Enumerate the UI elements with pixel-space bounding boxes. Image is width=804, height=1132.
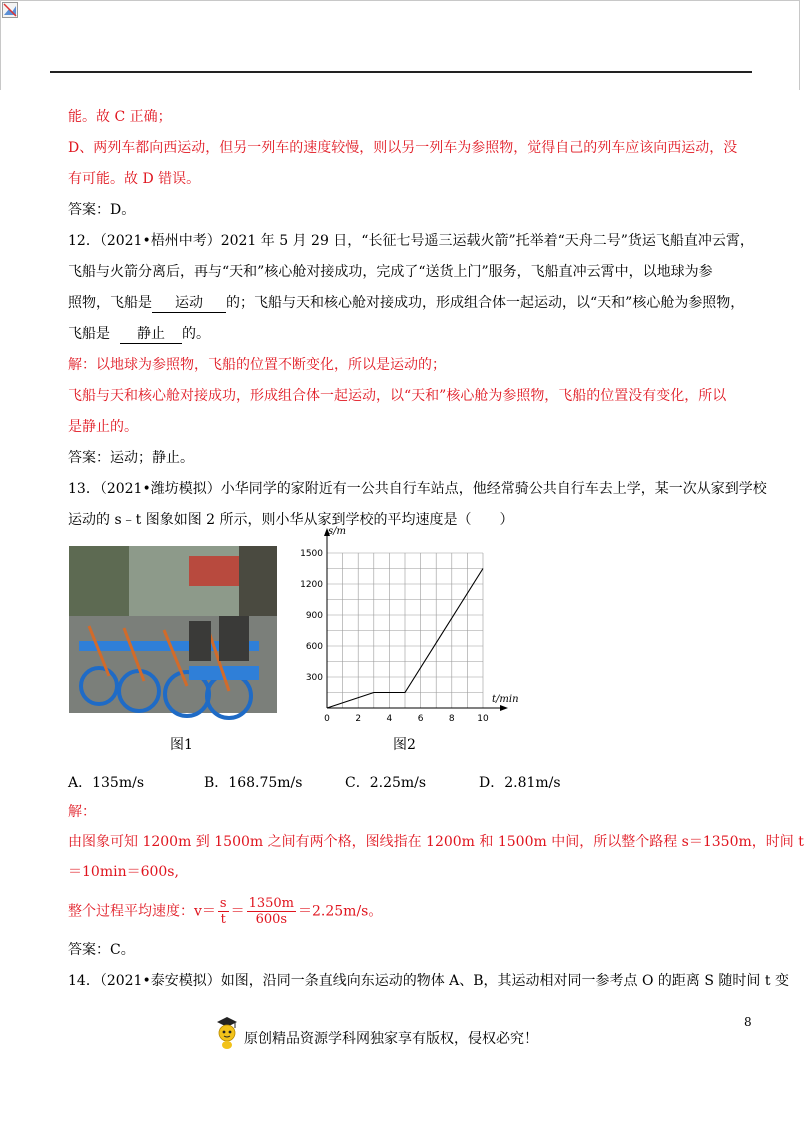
figure-2-caption: 图2 xyxy=(393,737,416,753)
broken-image-icon xyxy=(2,2,18,18)
solution-line: 由图象可知 1200m 到 1500m 之间有两个格，图线指在 1200m 和 1500m 中间，所以整个路程 s＝1350m，时间 t xyxy=(68,834,804,850)
x-tick-label: 10 xyxy=(477,714,489,724)
formula-text: 整个过程平均速度：v＝ xyxy=(68,903,216,920)
question-12-line: 12．（2021•梧州中考）2021 年 5 月 29 日，“长征七号遥三运载火箭”托举着“天舟二号”货运飞船直冲云霄， xyxy=(68,233,754,249)
question-text: 照物，飞船是 xyxy=(68,295,152,311)
solution-line: ＝10min＝600s, xyxy=(68,864,179,880)
solution-line: 解：以地球为参照物，飞船的位置不断变化，所以是运动的； xyxy=(68,357,446,373)
y-tick-label: 1500 xyxy=(300,549,323,559)
answer-line: 答案：运动；静止。 xyxy=(68,450,194,466)
answer-blank: 运动 xyxy=(152,294,226,313)
option-c: C．2.25m/s xyxy=(345,775,427,791)
graph-axes xyxy=(324,528,508,711)
fraction-denominator: t xyxy=(220,912,226,927)
solution-formula-line xyxy=(68,896,382,927)
s-t-graph xyxy=(300,522,519,727)
question-12-line xyxy=(68,325,210,344)
fraction-s-over-t xyxy=(218,896,229,927)
figure-1-caption: 图1 xyxy=(170,737,193,753)
y-tick-label: 900 xyxy=(305,611,323,621)
answer-blank: 静止 xyxy=(120,325,182,344)
x-tick-label: 4 xyxy=(386,714,393,724)
formula-text: ＝ xyxy=(230,903,245,920)
header-rule xyxy=(50,71,752,73)
page-header-border xyxy=(0,0,800,90)
fraction-numerator: 1350m xyxy=(248,896,295,911)
page-number: 8 xyxy=(744,1015,752,1029)
x-tick-label: 6 xyxy=(417,714,424,724)
answer-line: 答案：C。 xyxy=(68,942,135,958)
option-b: B．168.75m/s xyxy=(204,775,303,791)
graph-grid xyxy=(327,553,483,708)
question-13-line: 13．（2021•潍坊模拟）小华同学的家附近有一公共自行车站点，他经常骑公共自行车去上学，某一次从家到学校 xyxy=(68,481,767,497)
question-text: 飞船是 xyxy=(68,326,110,342)
x-axis-label: t/min xyxy=(492,694,519,705)
question-text: 的。 xyxy=(182,326,210,342)
solution-line: 解： xyxy=(68,804,96,820)
question-12-line: 飞船与火箭分离后，再与“天和”核心舱对接成功，完成了“送货上门”服务，飞船直冲云霄中，以地球为参 xyxy=(68,264,713,280)
graph-tick-labels xyxy=(300,549,489,724)
x-tick-label: 8 xyxy=(448,714,455,724)
y-axis-label: s/m xyxy=(328,526,346,537)
y-tick-label: 1200 xyxy=(300,580,323,590)
question-12-line xyxy=(68,294,744,313)
bicycle-station-photo xyxy=(69,546,277,713)
x-axis-arrow xyxy=(500,705,508,711)
mascot-icon xyxy=(214,1016,240,1050)
x-tick-label: 2 xyxy=(355,714,362,724)
answer-line: 答案：D。 xyxy=(68,202,136,218)
text-line: 能。故 C 正确； xyxy=(68,109,172,125)
question-text: 的；飞船与天和核心舱对接成功，形成组合体一起运动，以“天和”核心舱为参照物， xyxy=(226,295,745,311)
option-d: D．2.81m/s xyxy=(479,775,561,791)
x-tick-label: 0 xyxy=(324,714,330,724)
question-14-line: 14．（2021•泰安模拟）如图，沿同一条直线向东运动的物体 A、B，其运动相对同一参考点 O 的距离 S 随时间 t 变 xyxy=(68,973,789,989)
option-a: A．135m/s xyxy=(68,775,145,791)
solution-line: 是静止的。 xyxy=(68,419,138,435)
text-line: D、两列车都向西运动，但另一列车的速度较慢，则以另一列车为参照物，觉得自己的列车应该向西运动，没 xyxy=(68,140,738,156)
formula-text: ＝2.25m/s。 xyxy=(298,903,383,920)
y-tick-label: 300 xyxy=(305,673,323,683)
fraction-denominator: 600s xyxy=(255,912,288,927)
fraction-numerator: s xyxy=(219,896,227,911)
solution-line: 飞船与天和核心舱对接成功，形成组合体一起运动，以“天和”核心舱为参照物，飞船的位置没有变化，所以 xyxy=(68,388,727,404)
text-line: 有可能。故 D 错误。 xyxy=(68,171,201,187)
y-tick-label: 600 xyxy=(305,642,323,652)
question-13-line: 运动的 s﹣t 图象如图 2 所示，则小华从家到学校的平均速度是（ ） xyxy=(68,512,514,528)
footer-copyright: 原创精品资源学科网独家享有版权，侵权必究！ xyxy=(244,1031,538,1047)
fraction-values xyxy=(247,896,296,927)
